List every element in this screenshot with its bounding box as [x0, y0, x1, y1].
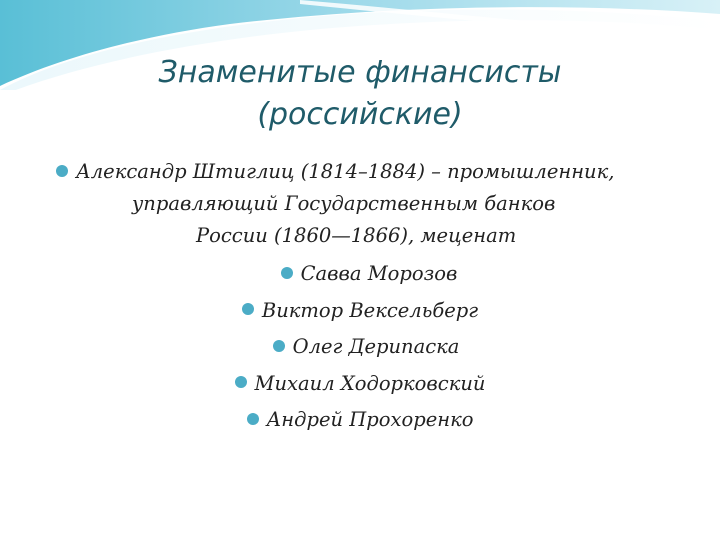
bullet-icon	[247, 413, 259, 425]
list-item-text: Савва Морозов	[300, 262, 458, 285]
list-item	[0, 293, 720, 330]
bullet-icon	[56, 165, 68, 177]
main-item-line-2: управляющий Государственным банков	[132, 192, 556, 215]
main-item-line-3: России (1860—1866), меценат	[196, 224, 517, 247]
list-item	[0, 256, 720, 293]
financier-list	[0, 256, 720, 439]
list-item-text: Михаил Ходорковский	[254, 371, 486, 395]
bullet-icon	[273, 340, 285, 352]
list-item	[0, 366, 720, 403]
list-item-text: Олег Дерипаска	[292, 335, 460, 358]
bullet-icon	[281, 267, 293, 279]
list-item-text: Андрей Прохоренко	[266, 408, 474, 431]
list-item	[0, 329, 720, 366]
bullet-icon	[235, 376, 247, 388]
title-line-1: Знаменитые финансисты	[158, 55, 562, 90]
title-line-2: (российские)	[257, 97, 463, 132]
slide-title	[60, 52, 660, 136]
list-item-text: Виктор Вексельберг	[261, 298, 479, 322]
bullet-icon	[242, 303, 254, 315]
main-item-line-1: Александр Штиглиц (1814–1884) – промышленник,	[76, 160, 615, 183]
list-item	[0, 402, 720, 439]
